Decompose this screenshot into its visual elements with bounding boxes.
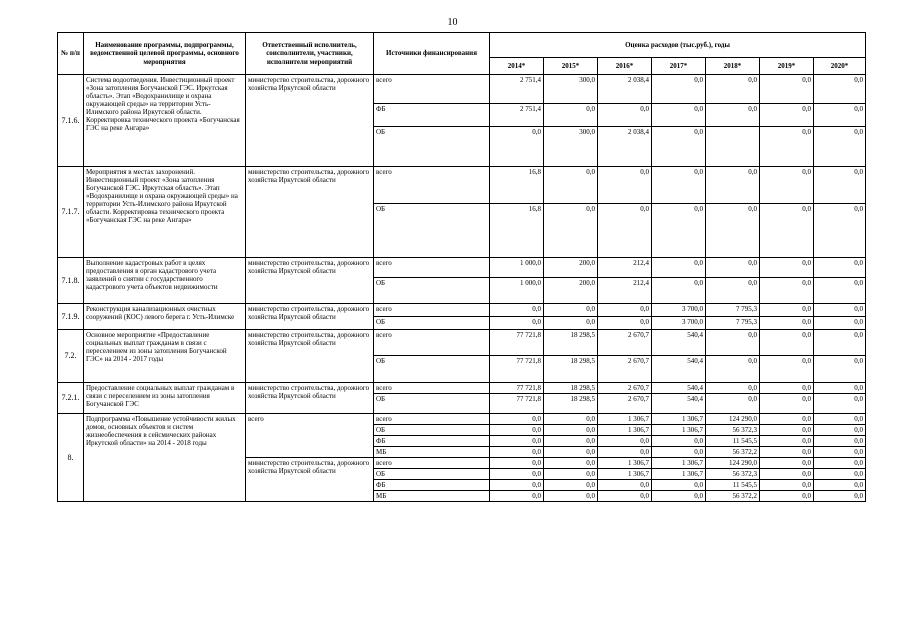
value-cell: 0,0 <box>598 491 652 502</box>
value-cell: 0,0 <box>598 204 652 258</box>
executor-cell: министерство строительства, дорожного хозяйства Иркутской области <box>246 258 374 304</box>
value-cell: 0,0 <box>490 458 544 469</box>
value-cell: 7 795,3 <box>706 304 760 317</box>
value-cell: 77 721,8 <box>490 394 544 414</box>
header-estimate: Оценка расходов (тыс.руб.), годы <box>490 33 866 58</box>
value-cell: 18 298,5 <box>544 383 598 394</box>
value-cell: 1 306,7 <box>598 414 652 425</box>
value-cell: 1 306,7 <box>652 425 706 436</box>
executor-cell: министерство строительства, дорожного хозяйства Иркутской области <box>246 458 374 502</box>
value-cell: 56 372,3 <box>706 425 760 436</box>
row-number: 7.1.6. <box>58 75 84 167</box>
value-cell: 0,0 <box>760 447 814 458</box>
value-cell: 540,4 <box>652 356 706 383</box>
program-name: Реконструкция канализационных очистных сооружений (КОС) левого берега г. Усть-Илимске <box>84 304 246 330</box>
value-cell: 0,0 <box>544 414 598 425</box>
value-cell: 540,4 <box>652 394 706 414</box>
value-cell: 0,0 <box>760 104 814 127</box>
value-cell: 0,0 <box>814 425 866 436</box>
source-cell: ОБ <box>374 469 490 480</box>
value-cell: 0,0 <box>598 104 652 127</box>
value-cell: 11 545,5 <box>706 480 760 491</box>
header-source: Источники финансирования <box>374 33 490 75</box>
row-number: 7.1.9. <box>58 304 84 330</box>
executor-cell: министерство строительства, дорожного хозяйства Иркутской области <box>246 383 374 414</box>
value-cell: 0,0 <box>760 436 814 447</box>
value-cell: 0,0 <box>652 167 706 204</box>
header-year: 2020* <box>814 58 866 75</box>
header-executor: Ответственный исполнитель, соисполнители, участники, исполнители мероприятий <box>246 33 374 75</box>
source-cell: всего <box>374 383 490 394</box>
executor-cell: министерство строительства, дорожного хозяйства Иркутской области <box>246 304 374 330</box>
value-cell: 0,0 <box>760 258 814 278</box>
value-cell: 0,0 <box>490 304 544 317</box>
value-cell: 0,0 <box>814 104 866 127</box>
source-cell: всего <box>374 330 490 356</box>
value-cell: 11 545,5 <box>706 436 760 447</box>
value-cell: 0,0 <box>706 75 760 104</box>
value-cell: 0,0 <box>490 317 544 330</box>
program-name: Основное мероприятие «Предоставление социальных выплат гражданам в связи с переселением из зоны затопления Богучанской ГЭС» на 2014 - 2017 годы <box>84 330 246 383</box>
value-cell: 0,0 <box>760 204 814 258</box>
value-cell: 0,0 <box>598 447 652 458</box>
program-name: Предоставление социальных выплат гражданам в связи с переселением из зоны затопления Богучанской ГЭС <box>84 383 246 414</box>
value-cell: 0,0 <box>598 317 652 330</box>
source-cell: всего <box>374 75 490 104</box>
table-row <box>58 383 866 394</box>
header-year: 2016* <box>598 58 652 75</box>
value-cell: 124 290,0 <box>706 414 760 425</box>
budget-table <box>57 32 866 502</box>
value-cell: 0,0 <box>598 436 652 447</box>
value-cell: 0,0 <box>814 491 866 502</box>
value-cell: 0,0 <box>544 204 598 258</box>
value-cell: 0,0 <box>814 75 866 104</box>
source-cell: всего <box>374 458 490 469</box>
row-number: 7.1.7. <box>58 167 84 258</box>
value-cell: 0,0 <box>544 491 598 502</box>
table-body <box>58 75 866 502</box>
value-cell: 0,0 <box>490 480 544 491</box>
value-cell: 56 372,2 <box>706 447 760 458</box>
value-cell: 56 372,3 <box>706 469 760 480</box>
value-cell: 0,0 <box>544 469 598 480</box>
source-cell: всего <box>374 304 490 317</box>
value-cell: 0,0 <box>814 436 866 447</box>
header-name: Наименование программы, подпрограммы, ведомственной целевой программы, основного мероприятия <box>84 33 246 75</box>
value-cell: 0,0 <box>598 304 652 317</box>
value-cell: 0,0 <box>544 317 598 330</box>
source-cell: ФБ <box>374 436 490 447</box>
source-cell: всего <box>374 167 490 204</box>
source-cell: ОБ <box>374 356 490 383</box>
header-year: 2014* <box>490 58 544 75</box>
value-cell: 2 670,7 <box>598 356 652 383</box>
value-cell: 0,0 <box>760 480 814 491</box>
table-row <box>58 414 866 425</box>
value-cell: 300,0 <box>544 75 598 104</box>
value-cell: 0,0 <box>490 447 544 458</box>
value-cell: 0,0 <box>544 304 598 317</box>
value-cell: 540,4 <box>652 330 706 356</box>
table-row <box>58 167 866 204</box>
value-cell: 0,0 <box>814 258 866 278</box>
source-cell: ОБ <box>374 425 490 436</box>
value-cell: 16,8 <box>490 204 544 258</box>
value-cell: 0,0 <box>706 383 760 394</box>
program-name: Выполнение кадастровых работ в целях предоставления в орган кадастрового учета заявлений о снятии с государственного кадастрового учета объектов недвижимости <box>84 258 246 304</box>
value-cell: 0,0 <box>598 167 652 204</box>
value-cell: 0,0 <box>760 458 814 469</box>
value-cell: 77 721,8 <box>490 356 544 383</box>
value-cell: 200,0 <box>544 278 598 304</box>
value-cell: 0,0 <box>706 167 760 204</box>
value-cell: 0,0 <box>706 258 760 278</box>
value-cell: 0,0 <box>814 383 866 394</box>
value-cell: 0,0 <box>760 317 814 330</box>
value-cell: 0,0 <box>760 425 814 436</box>
value-cell: 77 721,8 <box>490 330 544 356</box>
value-cell: 56 372,2 <box>706 491 760 502</box>
value-cell: 0,0 <box>490 414 544 425</box>
value-cell: 1 306,7 <box>652 414 706 425</box>
value-cell: 0,0 <box>814 447 866 458</box>
source-cell: ОБ <box>374 204 490 258</box>
value-cell: 1 306,7 <box>652 469 706 480</box>
row-number: 7.2. <box>58 330 84 383</box>
value-cell: 0,0 <box>760 330 814 356</box>
value-cell: 2 038,4 <box>598 75 652 104</box>
value-cell: 1 306,7 <box>652 458 706 469</box>
value-cell: 0,0 <box>814 278 866 304</box>
row-number: 7.1.8. <box>58 258 84 304</box>
value-cell: 0,0 <box>814 458 866 469</box>
value-cell: 0,0 <box>652 75 706 104</box>
value-cell: 0,0 <box>814 304 866 317</box>
value-cell: 0,0 <box>760 383 814 394</box>
value-cell: 2 670,7 <box>598 383 652 394</box>
value-cell: 16,8 <box>490 167 544 204</box>
page-number: 10 <box>447 17 458 28</box>
value-cell: 0,0 <box>814 469 866 480</box>
value-cell: 18 298,5 <box>544 330 598 356</box>
value-cell: 2 751,4 <box>490 104 544 127</box>
value-cell: 0,0 <box>652 436 706 447</box>
value-cell: 0,0 <box>652 104 706 127</box>
value-cell: 77 721,8 <box>490 383 544 394</box>
value-cell: 0,0 <box>814 317 866 330</box>
value-cell: 0,0 <box>652 447 706 458</box>
value-cell: 0,0 <box>760 356 814 383</box>
value-cell: 0,0 <box>652 278 706 304</box>
value-cell: 0,0 <box>814 356 866 383</box>
value-cell: 1 000,0 <box>490 258 544 278</box>
table-row <box>58 75 866 104</box>
value-cell: 0,0 <box>814 167 866 204</box>
value-cell: 3 700,0 <box>652 304 706 317</box>
source-cell: МБ <box>374 491 490 502</box>
value-cell: 0,0 <box>706 278 760 304</box>
source-cell: ФБ <box>374 104 490 127</box>
row-number: 8. <box>58 414 84 502</box>
value-cell: 212,4 <box>598 278 652 304</box>
value-cell: 0,0 <box>706 330 760 356</box>
value-cell: 0,0 <box>760 127 814 167</box>
program-name: Подпрограмма «Повышение устойчивости жилых домов, основных объектов и систем жизнеобеспечения в сейсмических районах Иркутской области» на 2014 - 2018 годы <box>84 414 246 502</box>
value-cell: 300,0 <box>544 127 598 167</box>
value-cell: 2 751,4 <box>490 75 544 104</box>
value-cell: 18 298,5 <box>544 394 598 414</box>
value-cell: 200,0 <box>544 258 598 278</box>
value-cell: 0,0 <box>652 258 706 278</box>
value-cell: 0,0 <box>760 304 814 317</box>
value-cell: 0,0 <box>706 104 760 127</box>
value-cell: 2 670,7 <box>598 394 652 414</box>
value-cell: 540,4 <box>652 383 706 394</box>
value-cell: 0,0 <box>814 127 866 167</box>
value-cell: 0,0 <box>652 480 706 491</box>
value-cell: 2 670,7 <box>598 330 652 356</box>
source-cell: МБ <box>374 447 490 458</box>
value-cell <box>706 127 760 167</box>
value-cell: 1 306,7 <box>598 425 652 436</box>
value-cell: 0,0 <box>544 480 598 491</box>
value-cell: 0,0 <box>760 75 814 104</box>
table-row <box>58 258 866 278</box>
value-cell: 124 290,0 <box>706 458 760 469</box>
value-cell: 18 298,5 <box>544 356 598 383</box>
value-cell: 0,0 <box>706 394 760 414</box>
value-cell: 212,4 <box>598 258 652 278</box>
value-cell: 7 795,3 <box>706 317 760 330</box>
value-cell: 0,0 <box>652 127 706 167</box>
header-year: 2018* <box>706 58 760 75</box>
source-cell: всего <box>374 414 490 425</box>
value-cell: 1 000,0 <box>490 278 544 304</box>
executor-cell: всего <box>246 414 374 458</box>
value-cell: 0,0 <box>490 491 544 502</box>
executor-cell: министерство строительства, дорожного хозяйства Иркутской области <box>246 167 374 258</box>
value-cell: 0,0 <box>490 425 544 436</box>
value-cell: 0,0 <box>490 469 544 480</box>
value-cell: 0,0 <box>652 204 706 258</box>
source-cell: ОБ <box>374 127 490 167</box>
table-row <box>58 304 866 317</box>
header-year: 2019* <box>760 58 814 75</box>
table-row <box>58 330 866 356</box>
value-cell: 0,0 <box>544 425 598 436</box>
value-cell: 0,0 <box>706 356 760 383</box>
header-year: 2017* <box>652 58 706 75</box>
value-cell: 0,0 <box>544 104 598 127</box>
value-cell: 0,0 <box>760 167 814 204</box>
value-cell: 0,0 <box>814 330 866 356</box>
header-year: 2015* <box>544 58 598 75</box>
value-cell: 0,0 <box>760 469 814 480</box>
value-cell: 0,0 <box>760 491 814 502</box>
program-name: Мероприятия в местах захоронений. Инвестиционный проект «Зона затопления Богучанской ГЭС. Иркутская область». Этап «Водохранилище и охрана окружающей среды» на территории Усть-Илимского района Иркутской области. Корректировка технического проекта «Богучанская ГЭС на реке Ангара» <box>84 167 246 258</box>
value-cell: 0,0 <box>814 394 866 414</box>
value-cell: 0,0 <box>814 204 866 258</box>
value-cell: 0,0 <box>760 278 814 304</box>
value-cell: 0,0 <box>490 127 544 167</box>
value-cell: 0,0 <box>544 167 598 204</box>
executor-cell: министерство строительства, дорожного хозяйства Иркутской области <box>246 75 374 167</box>
source-cell: ОБ <box>374 317 490 330</box>
value-cell: 1 306,7 <box>598 469 652 480</box>
source-cell: всего <box>374 258 490 278</box>
value-cell: 3 700,0 <box>652 317 706 330</box>
value-cell: 2 038,4 <box>598 127 652 167</box>
row-number: 7.2.1. <box>58 383 84 414</box>
value-cell: 0,0 <box>706 204 760 258</box>
value-cell: 0,0 <box>544 436 598 447</box>
value-cell: 0,0 <box>544 458 598 469</box>
source-cell: ОБ <box>374 278 490 304</box>
value-cell: 0,0 <box>652 491 706 502</box>
source-cell: ОБ <box>374 394 490 414</box>
source-cell: ФБ <box>374 480 490 491</box>
value-cell: 0,0 <box>814 414 866 425</box>
value-cell: 0,0 <box>544 447 598 458</box>
value-cell: 0,0 <box>814 480 866 491</box>
program-name: Система водоотведения. Инвестиционный проект «Зона затопления Богучанской ГЭС. Иркутская область». Этап «Водохранилище и охрана окружающей среды» на территории Усть-Илимского района Иркутской области. Корректировка технического проекта «Богучанская ГЭС на реке Ангара» <box>84 75 246 167</box>
table-header <box>58 33 866 75</box>
value-cell: 0,0 <box>490 436 544 447</box>
value-cell: 0,0 <box>760 414 814 425</box>
executor-cell: министерство строительства, дорожного хозяйства Иркутской области <box>246 330 374 383</box>
value-cell: 1 306,7 <box>598 458 652 469</box>
value-cell: 0,0 <box>760 394 814 414</box>
value-cell: 0,0 <box>598 480 652 491</box>
header-num: № п/п <box>58 33 84 75</box>
